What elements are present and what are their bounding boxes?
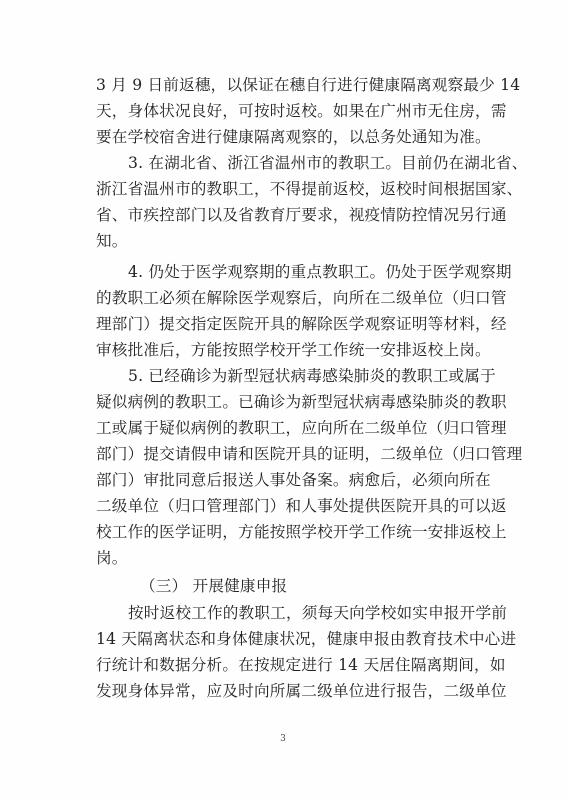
- text-line: 疑似病例的教职工。已确诊为新型冠状病毒感染肺炎的教职: [96, 393, 507, 411]
- text-line: 天，身体状况良好，可按时返校。如果在广州市无住房，需: [96, 102, 507, 120]
- text-line: 二级单位（归口管理部门）和人事处提供医院开具的可以返: [96, 497, 507, 515]
- text-line: 工或属于疑似病例的教职工，应向所在二级单位（归口管理: [96, 419, 507, 437]
- text-line: 的教职工必须在解除医学观察后，向所在二级单位（归口管: [96, 289, 507, 307]
- text-line: 浙江省温州市的教职工，不得提前返校，返校时间根据国家、: [96, 180, 523, 198]
- text-line: 14 天隔离状态和身体健康状况，健康申报由教育技术中心进: [96, 630, 517, 648]
- text-line: 发现身体异常，应及时向所属二级单位进行报告，二级单位: [96, 682, 507, 700]
- text-line: 按时返校工作的教职工，须每天向学校如实申报开学前: [128, 604, 508, 622]
- text-line: 5. 已经确诊为新型冠状病毒感染肺炎的教职工或属于: [128, 367, 496, 385]
- text-line: 理部门）提交指定医院开具的解除医学观察证明等材料，经: [96, 315, 507, 333]
- text-line: 岗。: [96, 549, 128, 567]
- text-line: 部门）审批同意后报送人事处备案。病愈后，必须向所在: [96, 471, 491, 489]
- text-line: 要在学校宿舍进行健康隔离观察的，以总务处通知为准。: [96, 128, 491, 146]
- text-line: 省、市疾控部门以及省教育厅要求，视疫情防控情况另行通: [96, 206, 507, 224]
- text-line: 校工作的医学证明，方能按照学校开学工作统一安排返校上: [96, 523, 507, 541]
- text-line: 4. 仍处于医学观察期的重点教职工。仍处于医学观察期: [128, 263, 512, 281]
- text-line: 审核批准后，方能按照学校开学工作统一安排返校上岗。: [96, 341, 491, 359]
- page-number: 3: [280, 734, 286, 744]
- section-heading: （三） 开展健康申报: [140, 577, 288, 595]
- text-line: 行统计和数据分析。在按规定进行 14 天居住隔离期间，如: [96, 656, 506, 674]
- text-line: 3. 在湖北省、浙江省温州市的教职工。目前仍在湖北省、: [128, 154, 528, 172]
- text-line: 知。: [96, 232, 128, 250]
- text-line: 部门）提交请假申请和医院开具的证明，二级单位（归口管理: [96, 445, 523, 463]
- text-line: 3 月 9 日前返穗，以保证在穗自行进行健康隔离观察最少 14: [96, 76, 521, 94]
